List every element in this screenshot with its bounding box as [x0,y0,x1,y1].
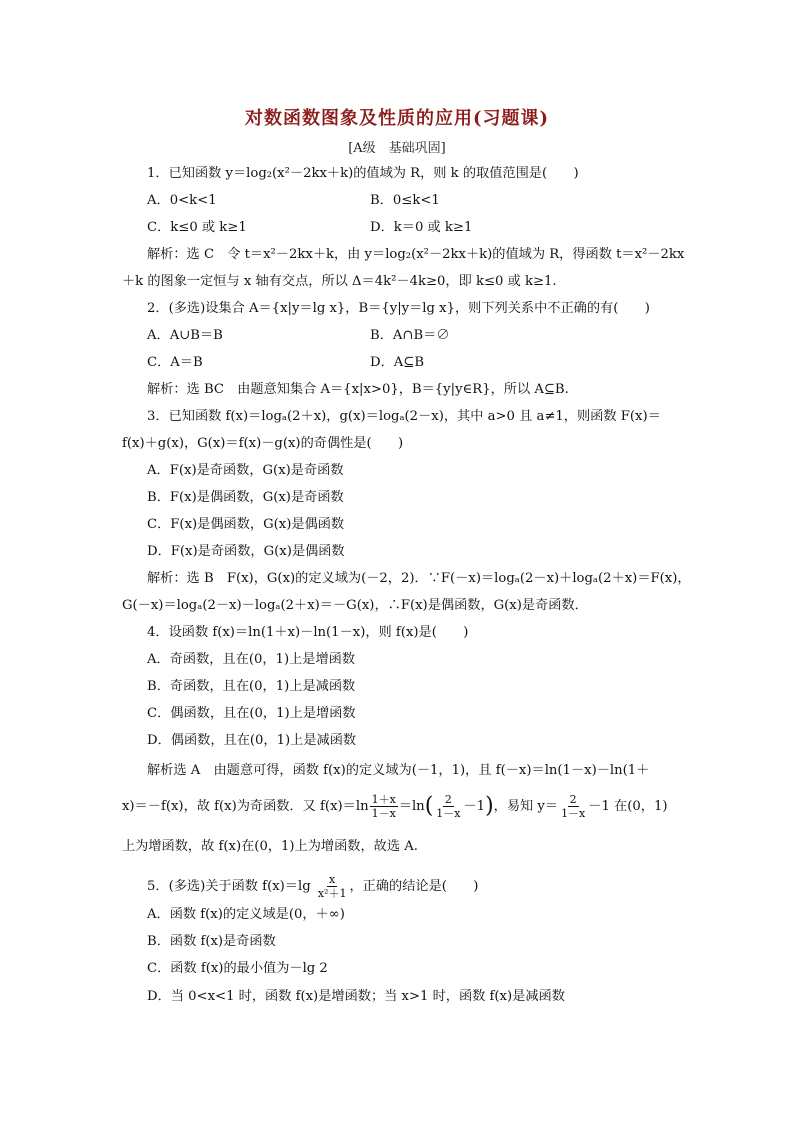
q3-option-a: A．F(x)是奇函数，G(x)是奇函数 [147,463,344,478]
fraction-numerator: x [329,873,336,886]
q2-option-c: C．A＝B [147,355,203,370]
q4-solution-text-d: ，易知 y＝ [493,799,559,814]
fraction-denominator: 1－x [371,807,396,820]
q3-solution-line2: G(－x)＝logₐ(2－x)－logₐ(2＋x)＝－G(x)，∴F(x)是偶函数，G(x)是奇函数． [122,598,588,613]
q4-solution-text-e: －1 在(0，1) [588,799,668,814]
page-title: 对数函数图象及性质的应用(习题课) [244,108,550,129]
q1-solution-line1: 解析：选 C 令 t＝x²－2kx＋k，由 y＝log₂(x²－2kx＋k)的值域为 R，得函数 t＝x²－2kx [147,247,685,262]
q3-option-d: D．F(x)是奇函数，G(x)是偶函数 [147,544,345,559]
q4-option-c: C．偶函数，且在(0，1)上是增函数 [147,706,356,721]
q4-solution-text-b: ＝ln [398,799,425,814]
right-paren: ) [485,793,494,819]
q4-option-d: D．偶函数，且在(0，1)上是减函数 [147,733,357,748]
fraction [434,793,462,820]
q4-option-a: A．奇函数，且在(0，1)上是增函数 [147,652,356,667]
q1-option-b: B．0≤k<1 [370,193,440,208]
q4-solution-text-a: x)＝－f(x)，故 f(x)为奇函数．又 f(x)＝ln [122,799,369,814]
q5-option-c: C．函数 f(x)的最小值为－lg 2 [147,961,328,976]
q5-stem-text-a: 5．(多选)关于函数 f(x)＝lg [147,879,315,894]
q2-option-b: B．A∩B＝∅ [370,328,450,343]
fraction [559,793,587,820]
q5-stem-text-b: ，正确的结论是( ) [349,879,479,894]
q4-solution-text-c: －1 [463,799,486,814]
q4-stem: 4．设函数 f(x)＝ln(1＋x)－ln(1－x)，则 f(x)是( ) [147,625,469,640]
q5-option-a: A．函数 f(x)的定义域是(0，＋∞) [147,907,345,922]
fraction-denominator: x²＋1 [317,887,347,900]
left-paren: ( [424,793,434,819]
q5-stem [147,873,478,900]
fraction [370,793,398,820]
q1-option-a: A．0<k<1 [147,193,217,208]
q3-stem-line2: f(x)＋g(x)，G(x)＝f(x)－g(x)的奇偶性是( ) [122,436,404,451]
fraction-numerator: 2 [444,793,452,806]
q4-solution-line1: 解析选 A 由题意可得，函数 f(x)的定义域为(－1，1)，且 f(－x)＝ln(1－x)－ln(1＋ [147,763,650,778]
q3-option-b: B．F(x)是偶函数，G(x)是奇函数 [147,490,344,505]
q2-stem: 2．(多选)设集合 A＝{x|y＝lg x}，B＝{y|y＝lg x}，则下列关系中不正确的有( ) [147,301,650,316]
fraction-numerator: 1＋x [371,793,396,806]
q4-solution-line3: 上为增函数，故 f(x)在(0，1)上为增函数，故选 A. [122,839,418,854]
q5-option-d: D．当 0<x<1 时，函数 f(x)是增函数；当 x>1 时，函数 f(x)是减函数 [147,989,565,1004]
q2-solution: 解析：选 BC 由题意知集合 A＝{x|x>0}，B＝{y|y∈R}，所以 A⊆B. [147,382,569,397]
q1-solution-line2: ＋k 的图象一定恒与 x 轴有交点，所以 Δ＝4k²－4k≥0，即 k≤0 或 k≥1. [122,274,557,289]
q2-option-d: D．A⊆B [370,355,425,370]
q5-option-b: B．函数 f(x)是奇函数 [147,934,276,949]
q4-option-b: B．奇函数，且在(0，1)上是减函数 [147,679,356,694]
q1-option-c: C．k≤0 或 k≥1 [147,220,247,235]
q1-option-d: D．k＝0 或 k≥1 [370,220,473,235]
q3-stem-line1: 3．已知函数 f(x)＝logₐ(2＋x)，g(x)＝logₐ(2－x)，其中 a>0 且 a≠1，则函数 F(x)＝ [147,409,661,424]
q4-solution-line2 [122,793,667,820]
fraction-denominator: 1－x [436,807,461,820]
q1-stem: 1．已知函数 y＝log₂(x²－2kx＋k)的值域为 R，则 k 的取值范围是( ) [147,166,579,181]
fraction-denominator: 1－x [561,807,586,820]
q2-option-a: A．A∪B＝B [147,328,223,343]
section-label: [A级 基础巩固] [348,141,446,156]
fraction [316,873,349,900]
q3-solution-line1: 解析：选 B F(x)，G(x)的定义域为(－2，2)．∵F(－x)＝logₐ(2－x)＋logₐ(2＋x)＝F(x)， [147,571,691,586]
fraction-numerator: 2 [569,793,577,806]
q3-option-c: C．F(x)是偶函数，G(x)是偶函数 [147,517,345,532]
